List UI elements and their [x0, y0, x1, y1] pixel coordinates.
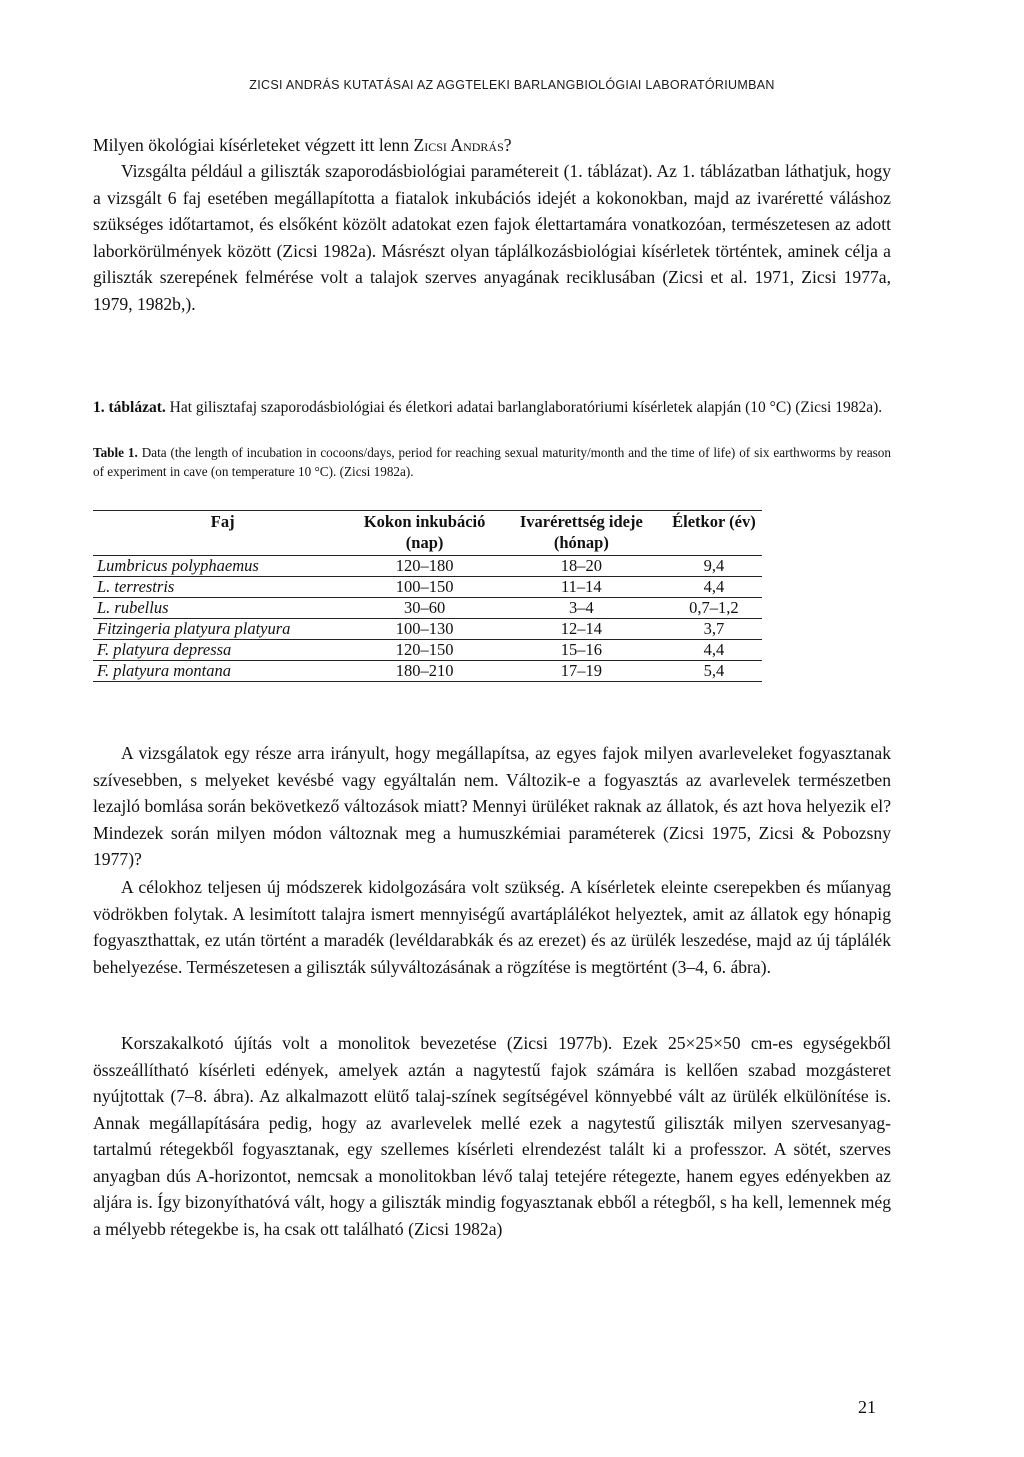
body-paragraph-3: Korszakalkotó újítás volt a monolitok bevezetése (Zicsi 1977b). Ezek 25×25×50 cm-es egységekből összeállítható kísérleti edények, amelyek aztán a nagytestű fajok számára is kellően szabad mozgásteret nyújtottak (7–8. ábra). Az alkalmazott elütő talaj-színek segítségével könnyebbé vált az ürülék elkülönítése is. Annak megállapítására pedig, hogy az avarlevelek mellé ezek a nagytestű giliszták milyen szervesanyag-tartalmú rétegekből fogyasztanak, egy szellemes kísérleti elrendezést talált ki a professzor. A sötét, szerves anyagban dús A-horizontot, nemcsak a monolitokban lévő talaj tetejére rétegezte, hanem egyes edényekben az aljára is. Így bizonyíthatóvá vált, hogy a giliszták mindig fogyasztanak ebből a rétegből, s ha kell, lemennek még a mélyebb rétegekbe is, ha csak ott található (Zicsi 1982a) [93, 1033, 891, 1239]
cell-maturity: 15–16 [497, 640, 666, 661]
intro-question-name: Zicsi András [413, 135, 504, 155]
cell-species: L. terrestris [93, 577, 352, 598]
table-row [93, 640, 762, 661]
table-caption-en-text: Data (the length of incubation in cocoons/days, period for reaching sexual maturity/month and the time of life) of six earthworms by reason of experiment in cave (on temperature 10 °C). (Zicsi 1982a). [93, 445, 891, 479]
intro-question-pre: Milyen ökológiai kísérleteket végzett itt lenn [93, 135, 414, 155]
cell-species: Lumbricus polyphaemus [93, 556, 352, 577]
table-caption-hu-text: Hat gilisztafaj szaporodásbiológiai és életkori adatai barlanglaboratóriumi kísérletek alapján (10 °C) (Zicsi 1982a). [165, 399, 883, 416]
cell-species: L. rubellus [93, 598, 352, 619]
cell-maturity: 3–4 [497, 598, 666, 619]
cell-incubation: 120–180 [352, 556, 496, 577]
cell-age: 4,4 [666, 640, 762, 661]
table-header-row [93, 511, 762, 556]
cell-incubation: 120–150 [352, 640, 496, 661]
col-species: Faj [93, 511, 352, 556]
cell-age: 3,7 [666, 619, 762, 640]
table-caption-en-label: Table 1. [93, 445, 138, 460]
col-incubation: Kokon inkubáció (nap) [352, 511, 496, 556]
intro-paragraph: Vizsgálta például a giliszták szaporodásbiológiai paramétereit (1. táblázat). Az 1. táblázatban láthatjuk, hogy a vizsgált 6 faj esetében megállapította a fiatalok inkubációs idejét a kokonokban, majd az ivaréretté váláshoz szükséges időtartamot, és elsőként közölt adatokat ezen fajok élettartamára vonatkozóan, természetesen az adott laborkörülmények között (Zicsi 1982a). Másrészt olyan táplálkozásbiológiai kísérletek történtek, aminek célja a giliszták szerepének felmérése volt a talajok szerves anyagának reciklusában (Zicsi et al. 1971, Zicsi 1977a, 1979, 1982b,). [93, 161, 891, 314]
species-table [93, 510, 762, 682]
cell-age: 0,7–1,2 [666, 598, 762, 619]
cell-incubation: 180–210 [352, 661, 496, 682]
cell-species: F. platyura depressa [93, 640, 352, 661]
cell-age: 9,4 [666, 556, 762, 577]
table-row [93, 577, 762, 598]
cell-age: 4,4 [666, 577, 762, 598]
table-row [93, 661, 762, 682]
cell-incubation: 30–60 [352, 598, 496, 619]
intro-question [93, 132, 891, 159]
cell-maturity: 17–19 [497, 661, 666, 682]
table-caption-hu-label: 1. táblázat. [93, 399, 166, 416]
table-row [93, 556, 762, 577]
running-header: ZICSI ANDRÁS KUTATÁSAI AZ AGGTELEKI BARLANGBIOLÓGIAI LABORATÓRIUMBAN [249, 78, 775, 92]
intro-question-post: ? [503, 135, 512, 155]
table-caption-hu [93, 397, 891, 419]
page-number: 21 [858, 1397, 876, 1417]
cell-maturity: 18–20 [497, 556, 666, 577]
cell-species: F. platyura montana [93, 661, 352, 682]
table-caption-en [93, 443, 891, 481]
cell-incubation: 100–130 [352, 619, 496, 640]
cell-maturity: 12–14 [497, 619, 666, 640]
cell-species: Fitzingeria platyura platyura [93, 619, 352, 640]
cell-incubation: 100–150 [352, 577, 496, 598]
body-paragraph-1: A vizsgálatok egy része arra irányult, hogy megállapítsa, az egyes fajok milyen avarleveleket fogyasztanak szívesebben, s melyeket kevésbé vagy egyáltalán nem. Változik-e a fogyasztás az avarlevelek természetben lezajló bomlása során bekövetkező változások miatt? Mennyi ürüléket raknak az állatok, és azt hova helyezik el? Mindezek során milyen módon változnak meg a humuszkémiai paraméterek (Zicsi 1975, Zicsi & Pobozsny 1977)? [93, 743, 891, 869]
cell-maturity: 11–14 [497, 577, 666, 598]
table-row [93, 598, 762, 619]
col-age: Életkor (év) [666, 511, 762, 556]
col-maturity: Ivarérettség ideje (hónap) [497, 511, 666, 556]
cell-age: 5,4 [666, 661, 762, 682]
table-row [93, 619, 762, 640]
body-paragraph-2: A célokhoz teljesen új módszerek kidolgozására volt szükség. A kísérletek eleinte cserepekben és műanyag vödrökben folytak. A lesimított talajra ismert mennyiségű avartáplálékot helyeztek, amit az állatok egy hónapig fogyaszthattak, ez után történt a maradék (levéldarabkák és az erezet) és az ürülék leszedése, majd az új táplálék behelyezése. Természetesen a giliszták súlyváltozásának a rögzítése is megtörtént (3–4, 6. ábra). [93, 877, 891, 977]
